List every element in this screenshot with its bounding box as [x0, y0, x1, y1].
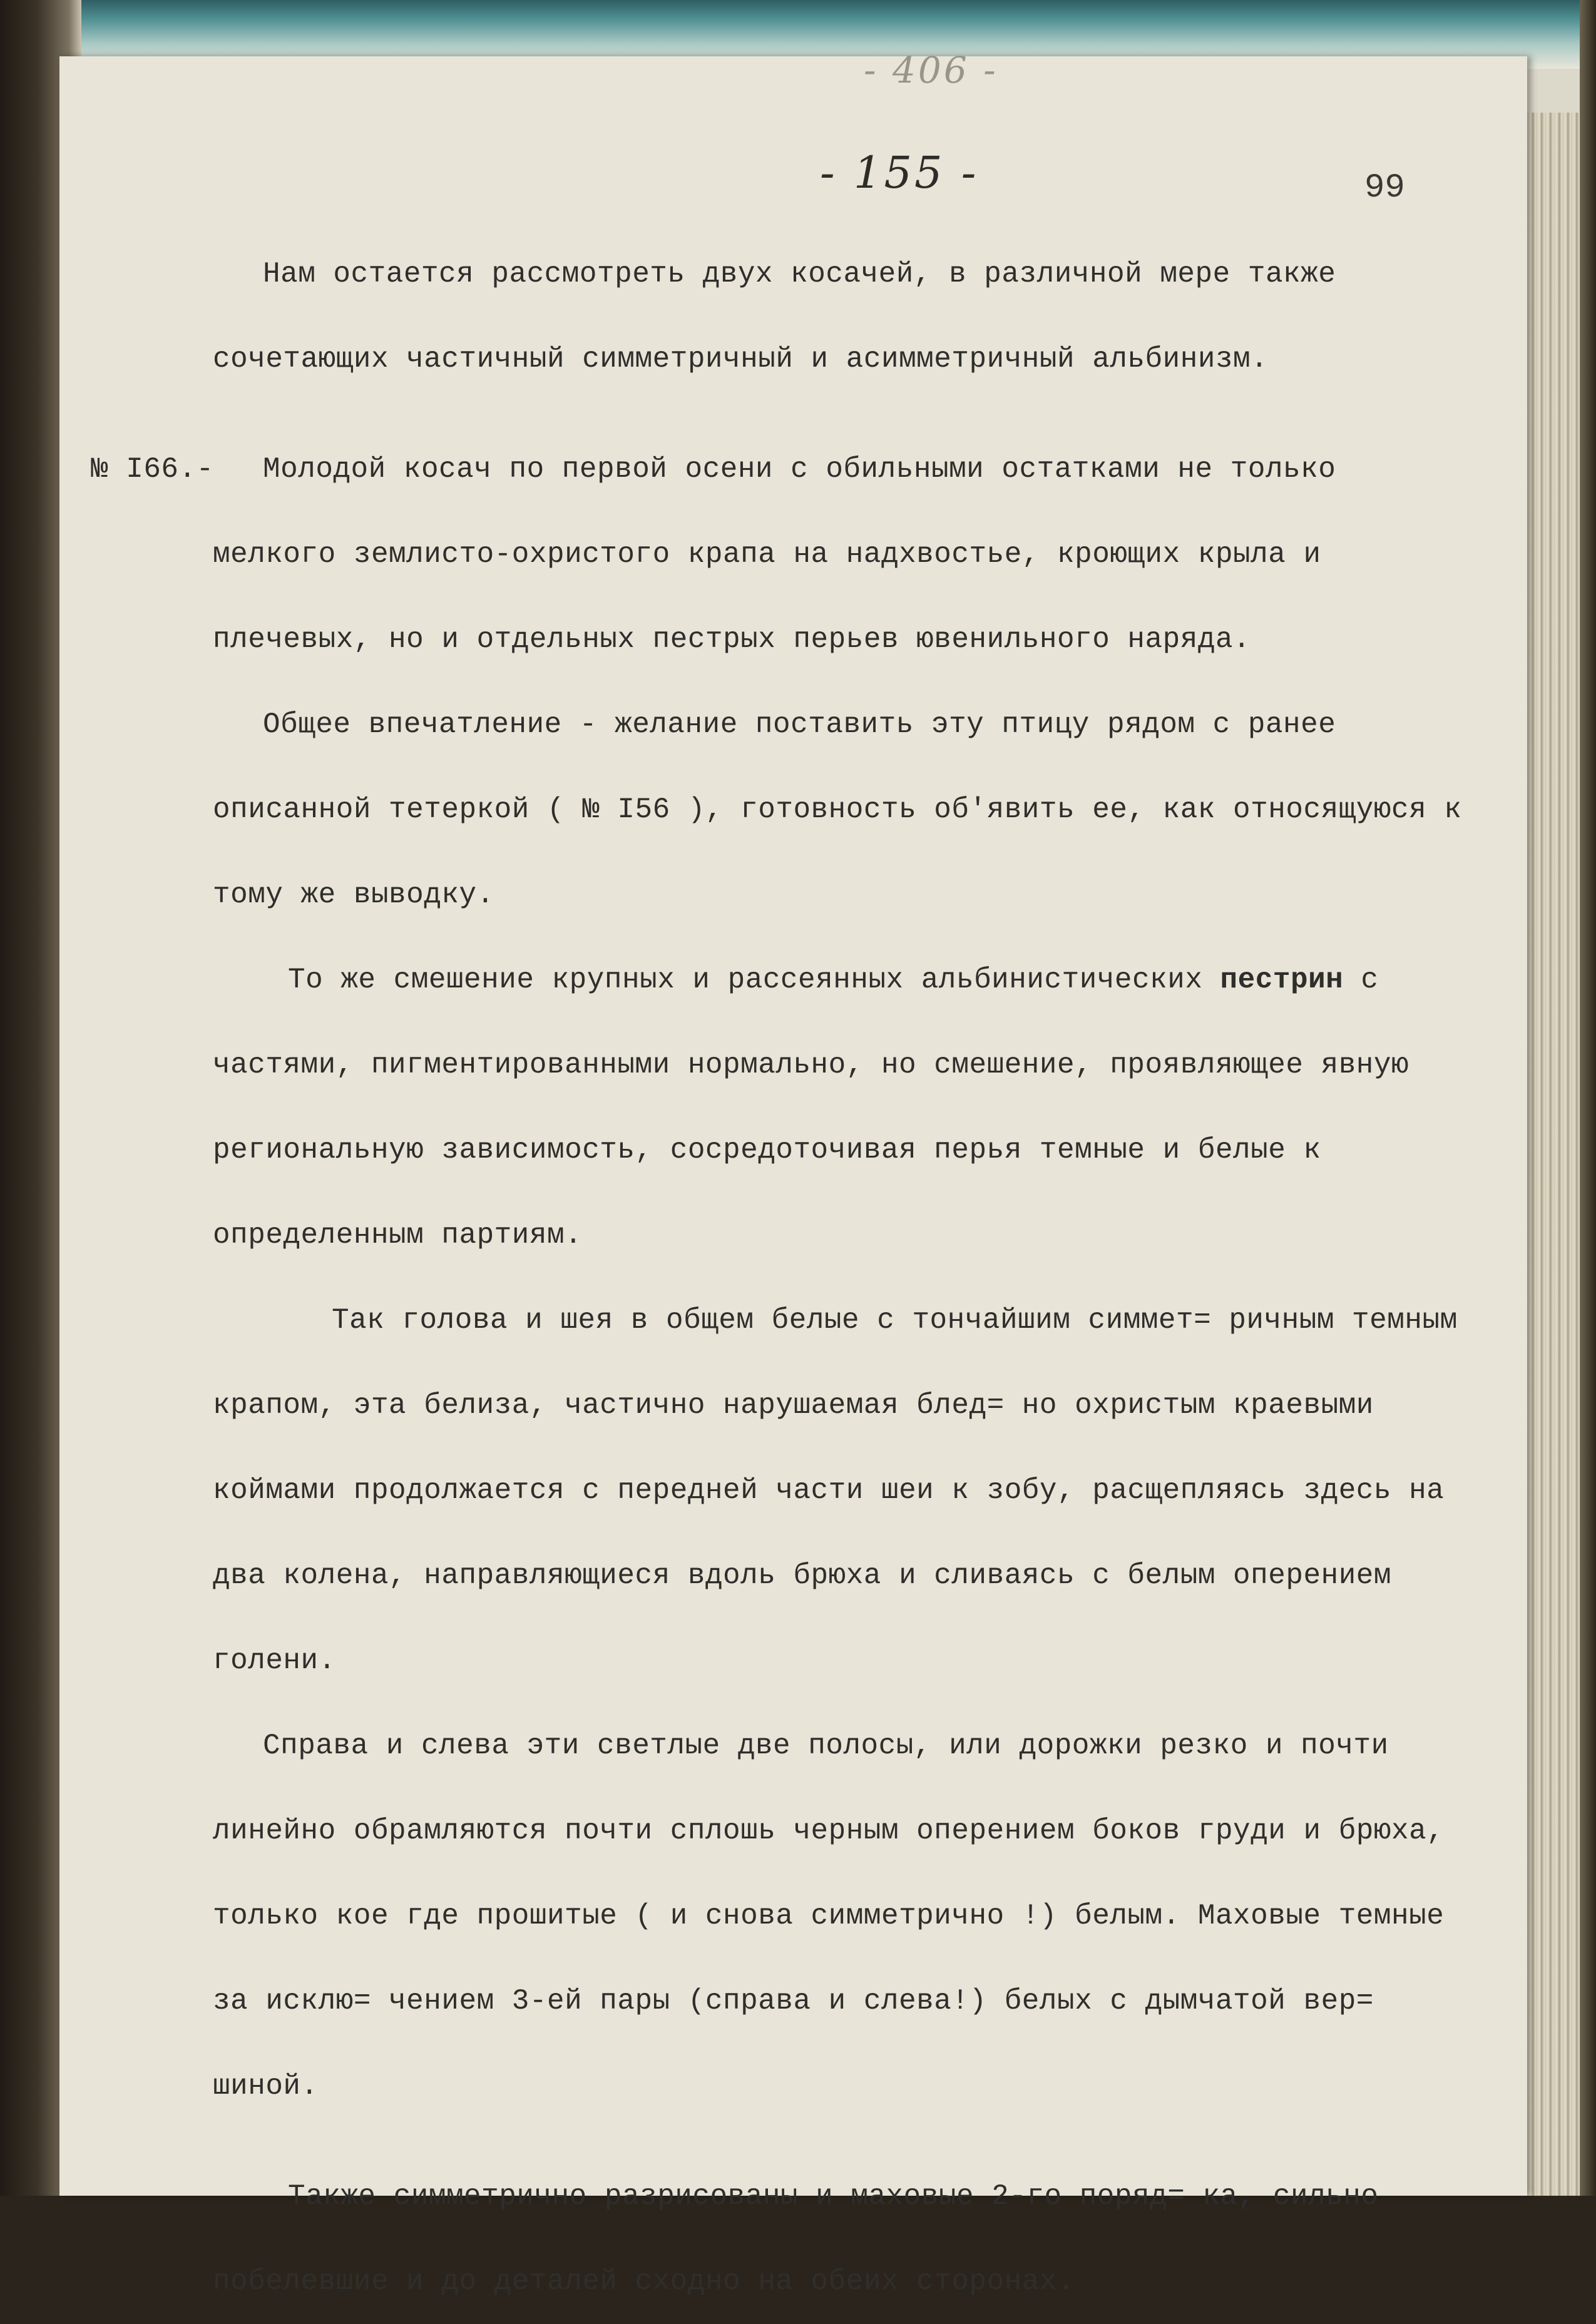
paragraph-4 [213, 937, 1471, 1278]
page-stack-shadow [1580, 0, 1596, 2196]
entry-number: № I66.- [91, 453, 214, 486]
page-number: 99 [1364, 169, 1405, 207]
paragraph-1: Нам остается рассмотреть двух косачей, в различной мере также сочетающих частичный симметричный и асимметричный альбинизм. [213, 258, 1336, 375]
paragraph-2: Молодой косач по первой осени с обильными остатками не только мелкого землисто-охристого крапа на надхвостье, кроющих крыла и плечевых, но и отдельных пестрых перьев ювенильного наряда. [213, 453, 1336, 656]
archive-number: - 406 - [864, 49, 998, 91]
paragraph-3: Общее впечатление - желание поставить эту птицу рядом с ранее описанной тетеркой ( № I56 ), готовность об'явить ее, как относящуюся к тому же выводку. [213, 708, 1462, 911]
paragraph-6: Справа и слева эти светлые две полосы, или дорожки резко и почти линейно обрамляются почти сплошь черным оперением боков груди и брюха, только кое где прошитые ( и снова симметрично !) белым. Маховые темные за исклю= чением 3-ей пары (справа и слева!) белых с дымчатой вер= шиной. [213, 1730, 1445, 2102]
paragraph-4-bold-word: пестрин [1220, 964, 1344, 996]
typed-text [91, 232, 1471, 2324]
paragraph-7: Также симметрично разрисованы и маховые 2-го поряд= ка, сильно побелевшие и до деталей сходно на обеих сторонах. [213, 2180, 1379, 2298]
entry-166 [91, 427, 1471, 682]
paragraph-4-start: То же смешение крупных и рассеянных альбинистических [288, 964, 1203, 996]
paragraph-4-rest: с частями, пигментированными нормально, но смешение, проявляющее явную региональную зависимость, сосредоточивая перья темные и белые к определенным партиям. [213, 964, 1409, 1251]
paragraph-5: Так голова и шея в общем белые с тончайшим симмет= ричным темным крапом, эта белиза, частично нарушаемая блед= но охристым краевыми коймами продолжается с передней части шеи к зобу, расщепляясь здесь на два колена, направляющиеся вдоль брюха и сливаясь с белым оперением голени. [213, 1304, 1458, 1677]
page-stamp: - 155 - [820, 147, 979, 198]
